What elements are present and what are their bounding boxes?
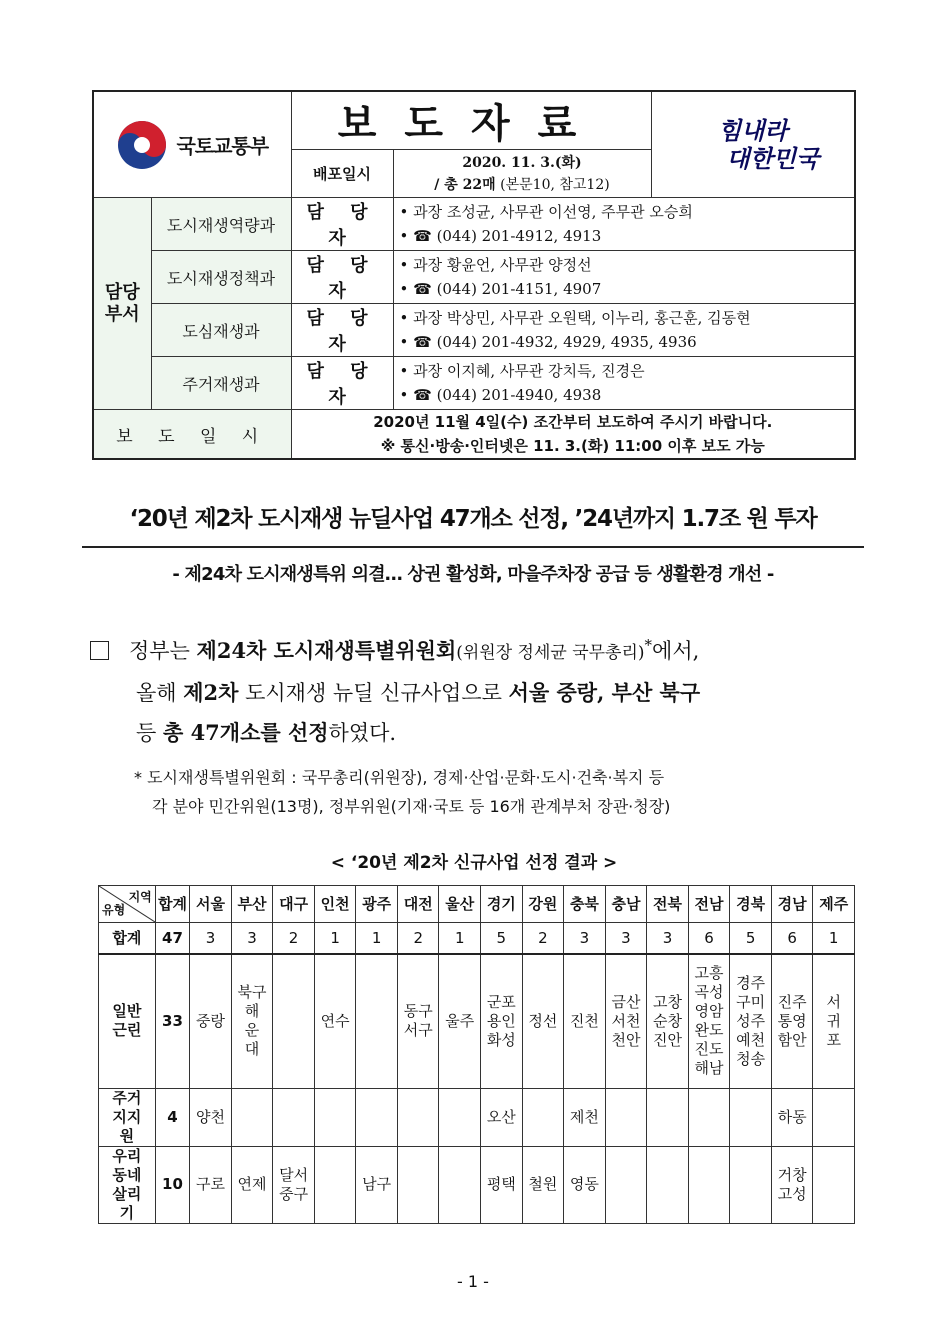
table-cell: 연수: [314, 954, 356, 1088]
table-cell: 영동: [564, 1146, 606, 1223]
row-label: 일반 근린: [99, 954, 156, 1088]
lead-line-3: [90, 713, 860, 753]
distribution-label: 배포일시: [291, 150, 393, 198]
ministry-name: 국토교통부: [176, 134, 269, 158]
table-cell: 남구: [356, 1146, 398, 1223]
table-cell: 동구 서구: [397, 954, 439, 1088]
table-row: [99, 1146, 855, 1223]
table-cell: [397, 1088, 439, 1146]
row-label: 주거 지지 원: [99, 1088, 156, 1146]
contact-phone: • ☎ (044) 201-4932, 4929, 4935, 4936: [399, 333, 697, 351]
text-bold: 총 47개소를 선정: [162, 720, 329, 745]
checkbox-bullet-icon: [90, 641, 109, 660]
page-number: - 1 -: [457, 1272, 489, 1291]
column-header: 부산: [231, 886, 273, 923]
text: 도시재생 뉴딜 신규사업으로: [238, 681, 509, 705]
table-cell: [605, 1146, 647, 1223]
lead-line-1: [90, 626, 860, 673]
table-cell: [605, 1088, 647, 1146]
dept-contact: [393, 198, 855, 251]
table-cell: [356, 954, 398, 1088]
table-caption: < ‘20년 제2차 신규사업 선정 결과 >: [330, 853, 618, 873]
table-cell: 양천: [190, 1088, 232, 1146]
press-release-title: 보도자료: [291, 91, 651, 150]
text: 올해: [136, 681, 184, 705]
table-cell: 1: [439, 923, 481, 955]
ministry-logo-cell: [93, 91, 291, 198]
column-header: 전남: [688, 886, 730, 923]
table-cell: 오산: [481, 1088, 523, 1146]
table-cell: 33: [155, 954, 189, 1088]
government-emblem-icon: [116, 119, 168, 171]
table-cell: 서 귀 포: [813, 954, 855, 1088]
dept-name: 도시재생정책과: [151, 251, 291, 304]
table-cell: 정선: [522, 954, 564, 1088]
table-cell: 하동: [771, 1088, 813, 1146]
table-cell: 3: [190, 923, 232, 955]
dept-name: 도시재생역량과: [151, 198, 291, 251]
table-cell: 평택: [481, 1146, 523, 1223]
column-header: 경남: [771, 886, 813, 923]
contact-phone: • ☎ (044) 201-4151, 4907: [399, 280, 602, 298]
column-header: 합계: [155, 886, 189, 923]
table-cell: 3: [231, 923, 273, 955]
table-cell: 구로: [190, 1146, 232, 1223]
column-header: 전북: [647, 886, 689, 923]
table-cell: [730, 1088, 772, 1146]
table-cell: 47: [155, 923, 189, 955]
table-cell: 금산 서천 천안: [605, 954, 647, 1088]
table-cell: [647, 1146, 689, 1223]
press-header-table: [92, 90, 856, 460]
text-bold: 제2차: [183, 680, 239, 705]
table-cell: [314, 1146, 356, 1223]
table-cell: [439, 1146, 481, 1223]
corner-bottom-label: 유형: [102, 903, 126, 917]
column-header: 강원: [522, 886, 564, 923]
release-line-2: ※ 통신·방송·인터넷은 11. 3.(화) 11:00 이후 보도 가능: [380, 437, 765, 455]
main-title: ‘20년 제2차 도시재생 뉴딜사업 47개소 선정, ’24년까지 1.7조 원 투자: [129, 506, 817, 532]
contact-people: • 과장 황윤언, 사무관 양정선: [399, 256, 592, 274]
table-cell: [397, 1146, 439, 1223]
table-cell: [730, 1146, 772, 1223]
table-cell: 고창 순창 진안: [647, 954, 689, 1088]
table-cell: [356, 1088, 398, 1146]
table-cell: 1: [314, 923, 356, 955]
table-cell: [522, 1088, 564, 1146]
text-bold: 서울 중랑, 부산 북구: [508, 680, 701, 705]
table-cell: 2: [397, 923, 439, 955]
text: 등: [136, 721, 163, 745]
release-label: 보 도 일 시: [93, 410, 291, 460]
contact-label: 담 당 자: [291, 251, 393, 304]
release-line-1: 2020년 11월 4일(수) 조간부터 보도하여 주시기 바랍니다.: [373, 413, 773, 431]
contact-people: • 과장 이지혜, 사무관 강치득, 진경은: [399, 362, 645, 380]
table-cell: 10: [155, 1146, 189, 1223]
table-cell: 진주 통영 함안: [771, 954, 813, 1088]
contact-label: 담 당 자: [291, 198, 393, 251]
table-cell: 군포 용인 화성: [481, 954, 523, 1088]
table-cell: 5: [481, 923, 523, 955]
dept-contact: [393, 251, 855, 304]
contact-label: 담 당 자: [291, 357, 393, 410]
footnote-line-1: * 도시재생특별위원회 : 국무총리(위원장), 경제·산업·문화·도시·건축·복지 등: [134, 768, 665, 787]
title-rule: [82, 546, 864, 548]
distribution-date: 2020. 11. 3.(화): [462, 154, 582, 171]
dept-name: 도심재생과: [151, 304, 291, 357]
table-cell: 북구 해 운 대: [231, 954, 273, 1088]
table-cell: 2: [273, 923, 315, 955]
table-cell: 1: [813, 923, 855, 955]
table-cell: 중랑: [190, 954, 232, 1088]
table-cell: 울주: [439, 954, 481, 1088]
text: 하였다.: [328, 721, 397, 745]
table-cell: 3: [605, 923, 647, 955]
dept-side-label: [93, 198, 151, 410]
table-cell: 제천: [564, 1088, 606, 1146]
column-header: 대구: [273, 886, 315, 923]
pages-detail: (본문10, 참고12): [500, 176, 610, 193]
dept-side-label-2: 부서: [104, 303, 140, 325]
row-label: 합계: [99, 923, 156, 955]
table-cell: 연제: [231, 1146, 273, 1223]
table-row: [99, 954, 855, 1088]
dept-contact: [393, 357, 855, 410]
text: 에서,: [652, 639, 700, 663]
selection-result-table: [98, 885, 855, 1224]
table-cell: [688, 1088, 730, 1146]
column-header: 충남: [605, 886, 647, 923]
release-info: [291, 410, 855, 460]
table-cell: [813, 1088, 855, 1146]
pages-total: / 총 22매: [434, 176, 496, 193]
contact-phone: • ☎ (044) 201-4940, 4938: [399, 386, 602, 404]
lead-paragraph: [90, 626, 860, 753]
dept-name: 주거재생과: [151, 357, 291, 410]
table-cell: 2: [522, 923, 564, 955]
table-cell: 진천: [564, 954, 606, 1088]
footnote: [134, 763, 862, 821]
text: (위원장 정세균 국무총리): [456, 643, 645, 663]
slogan-line-1: 힘내라: [717, 115, 788, 145]
table-cell: [273, 1088, 315, 1146]
corner-top-label: 지역: [128, 890, 152, 904]
table-cell: 고흥 곡성 영암 완도 진도 해남: [688, 954, 730, 1088]
table-cell: [688, 1146, 730, 1223]
table-cell: [813, 1146, 855, 1223]
table-cell: 경주 구미 성주 예천 청송: [730, 954, 772, 1088]
table-cell: 6: [688, 923, 730, 955]
table-cell: 4: [155, 1088, 189, 1146]
column-header: 대전: [397, 886, 439, 923]
column-header: 경북: [730, 886, 772, 923]
column-header: 경기: [481, 886, 523, 923]
table-header-row: [99, 886, 855, 923]
table-cell: 철원: [522, 1146, 564, 1223]
distribution-info: [393, 150, 651, 198]
table-cell: 1: [356, 923, 398, 955]
column-header: 충북: [564, 886, 606, 923]
lead-line-2: [90, 673, 860, 713]
table-cell: [647, 1088, 689, 1146]
table-cell: [273, 954, 315, 1088]
table-row: [99, 1088, 855, 1146]
column-header: 제주: [813, 886, 855, 923]
dept-side-label-1: 담당: [104, 281, 140, 303]
text: 정부는: [129, 639, 197, 663]
sub-title: - 제24차 도시재생특위 의결… 상권 활성화, 마을주차장 공급 등 생활환경 개선 -: [172, 564, 774, 585]
column-header: 광주: [356, 886, 398, 923]
table-cell: 3: [564, 923, 606, 955]
table-cell: 6: [771, 923, 813, 955]
contact-people: • 과장 조성균, 사무관 이선영, 주무관 오승희: [399, 203, 693, 221]
contact-people: • 과장 박상민, 사무관 오원택, 이누리, 홍근훈, 김동현: [399, 309, 751, 327]
footnote-mark: *: [644, 636, 653, 654]
table-cell: [231, 1088, 273, 1146]
table-cell: 3: [647, 923, 689, 955]
column-header: 인천: [314, 886, 356, 923]
dept-contact: [393, 304, 855, 357]
column-header: 서울: [190, 886, 232, 923]
table-cell: 거창 고성: [771, 1146, 813, 1223]
slogan-line-2: 대한민국: [726, 143, 820, 173]
table-cell: [439, 1088, 481, 1146]
pages-info: [394, 174, 651, 196]
text-bold: 제24차 도시재생특별위원회: [196, 638, 457, 663]
corner-header-cell: [99, 886, 156, 923]
row-label: 우리 동네 살리 기: [99, 1146, 156, 1223]
slogan-image: [651, 91, 855, 198]
table-cell: 5: [730, 923, 772, 955]
table-cell: 달서 중구: [273, 1146, 315, 1223]
table-row: [99, 923, 855, 955]
footnote-line-2: 각 분야 민간위원(13명), 정부위원(기재·국토 등 16개 관계부처 장관·청장): [152, 797, 671, 816]
column-header: 울산: [439, 886, 481, 923]
contact-phone: • ☎ (044) 201-4912, 4913: [399, 227, 602, 245]
contact-label: 담 당 자: [291, 304, 393, 357]
table-cell: [314, 1088, 356, 1146]
